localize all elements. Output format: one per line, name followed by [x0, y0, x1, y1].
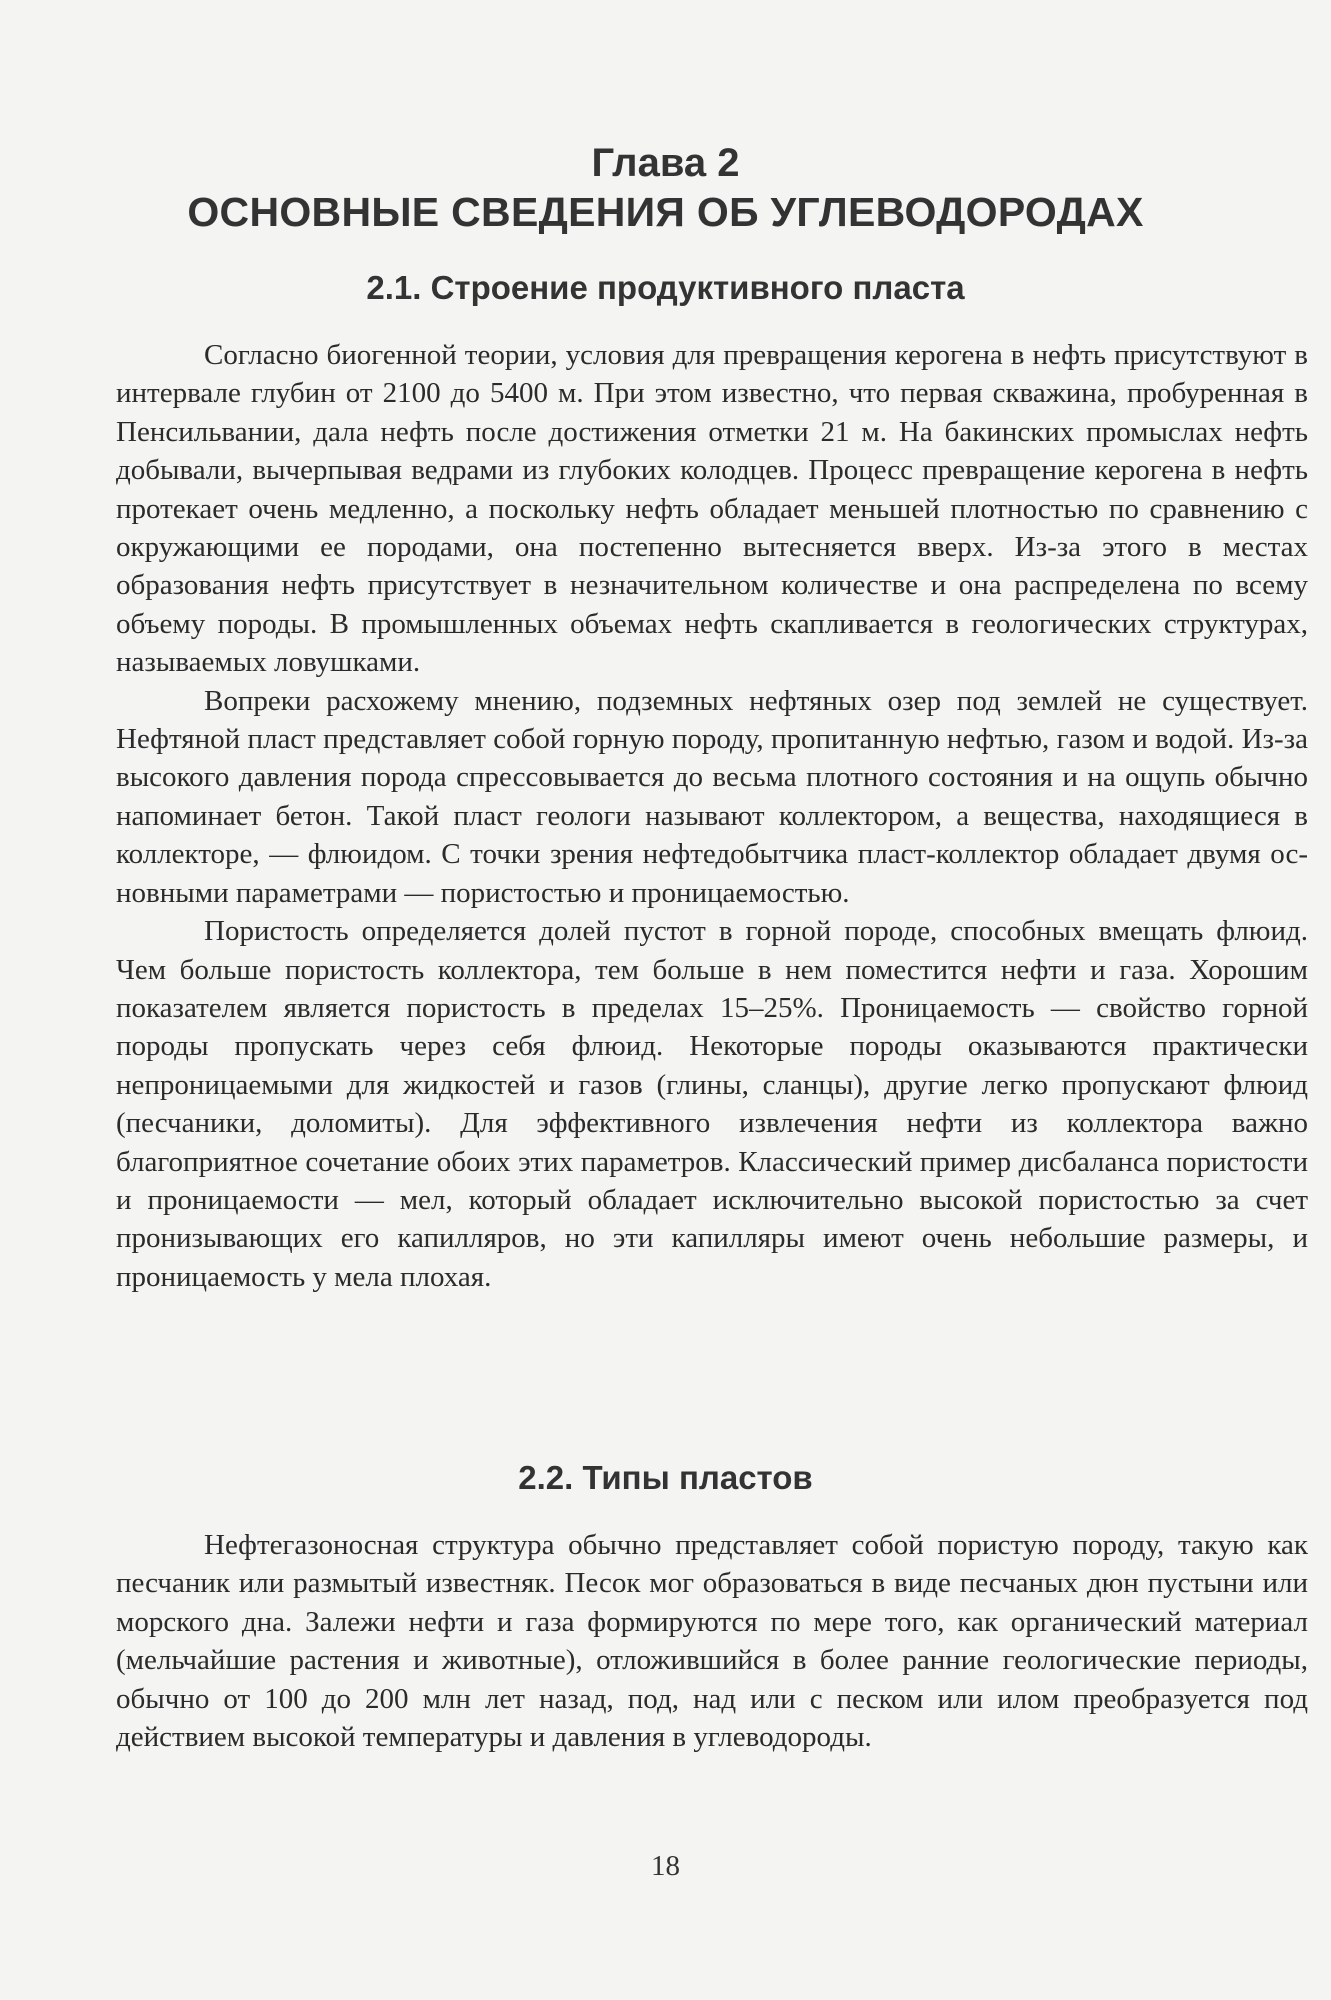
paragraph: Согласно биогенной теории, условия для превращения керогена в нефть присутствуют в интервале глубин от 2100 до 5400 м. При этом известно, что первая скважина, пробуренная в Пенсильвании, дала нефть после достижения отметки 21 м. На бакинских промыслах нефть добывали, вычерпывая ведрами из глубоких колодцев. Процесс превращение керогена в нефть протекает очень медленно, а поскольку нефть обладает меньшей плотностью по сравнению с окружающими ее породами, она постепенно вытесняется вверх. Из-за этого в местах образования нефть присутствует в незначительном количестве и она распределена по всему объему породы. В промышленных объемах нефть скапливается в геологических структурах, называемых ловушками. — [116, 339, 1308, 679]
section-heading-2-1: 2.1. Строение продуктивного пласта — [366, 269, 965, 306]
section-body-2-2 — [116, 1526, 1308, 1756]
section-heading-2-2: 2.2. Типы пластов — [518, 1459, 813, 1496]
section-body-2-1 — [116, 336, 1308, 1296]
chapter-title: ОСНОВНЫЕ СВЕДЕНИЯ ОБ УГЛЕВОДОРОДАХ — [187, 189, 1144, 235]
paragraph: Пористость определяется долей пустот в горной породе, способных вмещать флюид. Чем больше пористость коллектора, тем больше в нем поместится нефти и газа. Хорошим показателем является пористость в пределах 15–25%. Проницаемость — свойство горной породы пропускать через себя флюид. Некоторые породы оказываются практически непроницаемыми для жидкостей и газов (глины, сланцы), другие легко пропускают флюид (песчаники, доломиты). Для эффективного извлечения нефти из коллектора важно благоприятное сочетание обоих этих параметров. Классический пример дисбаланса пористости и проницаемости — мел, который обладает исключительно высокой пористостью за счет пронизывающих его капилляров, но эти капилляры имеют очень небольшие размеры, и проницаемость у мела плохая. — [116, 915, 1308, 1293]
page-number: 18 — [651, 1850, 680, 1882]
paragraph: Вопреки расхожему мнению, подземных нефтяных озер под землей не существует. Нефтяной пласт представляет собой горную породу, пропитанную нефтью, газом и водой. Из-за высокого давления порода спрессовывается до весьма плотного состояния и на ощупь обычно напоминает бетон. Такой пласт геологи называют коллектором, а вещества, находящиеся в коллекторе, — флюидом. С точки зрения нефтедобытчика пласт-коллектор обладает двумя основными параметрами — пористостью и проницаемостью. — [116, 684, 1308, 909]
chapter-label: Глава 2 — [591, 141, 740, 185]
paragraph: Нефтегазоносная структура обычно представляет собой пористую породу, такую как песчаник или размытый известняк. Песок мог образоваться в виде песчаных дюн пустыни или морского дна. Залежи нефти и газа формируются по мере того, как органический материал (мельчайшие растения и животные), отложившийся в более ранние геологические периоды, обычно от 100 до 200 млн лет назад, под, над или с песком или илом преобразуется под действием высокой температуры и давления в углеводороды. — [116, 1529, 1308, 1754]
